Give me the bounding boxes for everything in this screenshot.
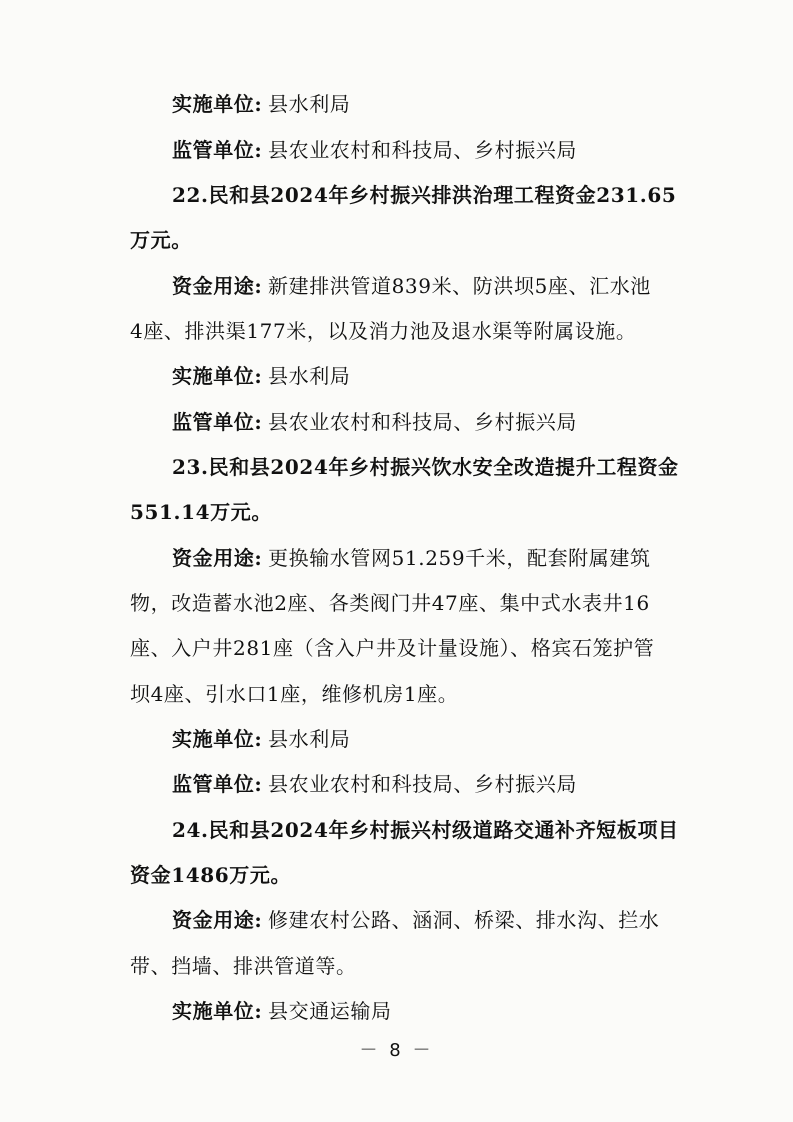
line-21-label: 实施单位: bbox=[172, 999, 263, 1023]
line-14-text: 坝4座、引水口1座，维修机房1座。 bbox=[130, 682, 459, 706]
item-22-title: 22.民和县2024年乡村振兴排洪治理工程资金231.65 bbox=[172, 183, 677, 207]
line-11-text: 更换输水管网51.259千米，配套附属建筑 bbox=[268, 546, 651, 570]
line-1-label: 实施单位: bbox=[172, 92, 263, 116]
line-5-label: 资金用途: bbox=[172, 274, 263, 298]
line-19-label: 资金用途: bbox=[172, 908, 263, 932]
line-20-text: 带、挡墙、排洪管道等。 bbox=[130, 954, 357, 978]
line-1-text: 县水利局 bbox=[268, 92, 351, 116]
line-5-text: 新建排洪管道839米、防洪坝5座、汇水池 bbox=[268, 274, 651, 298]
line-11-label: 资金用途: bbox=[172, 546, 263, 570]
line-12-text: 物，改造蓄水池2座、各类阀门井47座、集中式水表井16 bbox=[130, 591, 650, 615]
line-8-label: 监管单位: bbox=[172, 410, 263, 434]
line-2-text: 县农业农村和科技局、乡村振兴局 bbox=[268, 138, 577, 162]
line-8-text: 县农业农村和科技局、乡村振兴局 bbox=[268, 410, 577, 434]
item-24-title-cont: 资金1486万元。 bbox=[130, 863, 292, 887]
item-24-title: 24.民和县2024年乡村振兴村级道路交通补齐短板项目 bbox=[172, 818, 679, 842]
line-16-label: 监管单位: bbox=[172, 772, 263, 796]
page-number: － 8 － bbox=[359, 1040, 434, 1061]
line-7-label: 实施单位: bbox=[172, 364, 263, 388]
item-23-title: 23.民和县2024年乡村振兴饮水安全改造提升工程资金 bbox=[172, 455, 679, 479]
line-16-text: 县农业农村和科技局、乡村振兴局 bbox=[268, 772, 577, 796]
line-19-text: 修建农村公路、涵洞、桥梁、排水沟、拦水 bbox=[268, 908, 660, 932]
line-13-text: 座、入户井281座（含入户井及计量设施）、格宾石笼护管 bbox=[130, 636, 655, 660]
line-15-label: 实施单位: bbox=[172, 727, 263, 751]
line-21-text: 县交通运输局 bbox=[268, 999, 392, 1023]
item-22-title-cont: 万元。 bbox=[130, 228, 192, 252]
line-6-text: 4座、排洪渠177米，以及消力池及退水渠等附属设施。 bbox=[130, 319, 637, 343]
line-15-text: 县水利局 bbox=[268, 727, 351, 751]
item-23-title-cont: 551.14万元。 bbox=[130, 500, 272, 524]
line-2-label: 监管单位: bbox=[172, 138, 263, 162]
line-7-text: 县水利局 bbox=[268, 364, 351, 388]
